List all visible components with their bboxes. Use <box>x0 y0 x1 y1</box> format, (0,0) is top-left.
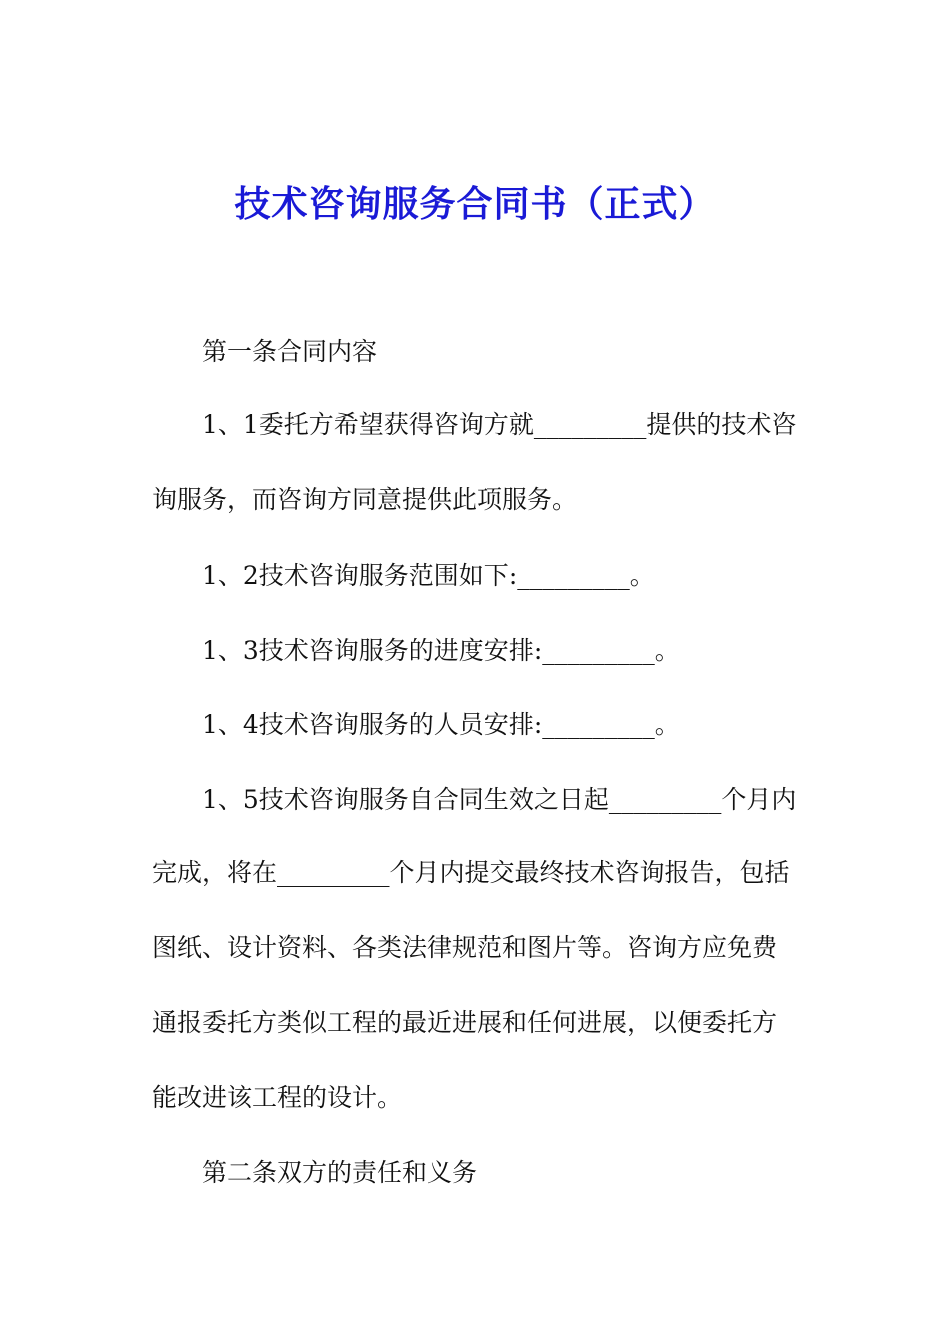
paragraph-line: 询服务，而咨询方同意提供此项服务。 <box>152 485 578 514</box>
section-heading-2: 第二条双方的责任和义务 <box>202 1158 478 1187</box>
paragraph-line: 完成，将在_________个月内提交最终技术咨询报告，包括 <box>152 858 790 887</box>
document-title: 技术咨询服务合同书（正式） <box>234 183 716 225</box>
paragraph-line: 图纸、设计资料、各类法律规范和图片等。咨询方应免费 <box>152 933 778 962</box>
paragraph-line: 1、5技术咨询服务自合同生效之日起_________个月内 <box>202 785 797 814</box>
paragraph-line: 通报委托方类似工程的最近进展和任何进展，以便委托方 <box>152 1008 778 1037</box>
paragraph-line: 1、3技术咨询服务的进度安排:_________。 <box>202 636 680 665</box>
paragraph-line: 1、4技术咨询服务的人员安排:_________。 <box>202 710 680 739</box>
paragraph-line: 1、2技术咨询服务范围如下:_________。 <box>202 561 655 590</box>
paragraph-line: 能改进该工程的设计。 <box>152 1083 403 1112</box>
paragraph-line: 1、1委托方希望获得咨询方就_________提供的技术咨 <box>202 410 797 439</box>
section-heading-1: 第一条合同内容 <box>202 337 378 366</box>
